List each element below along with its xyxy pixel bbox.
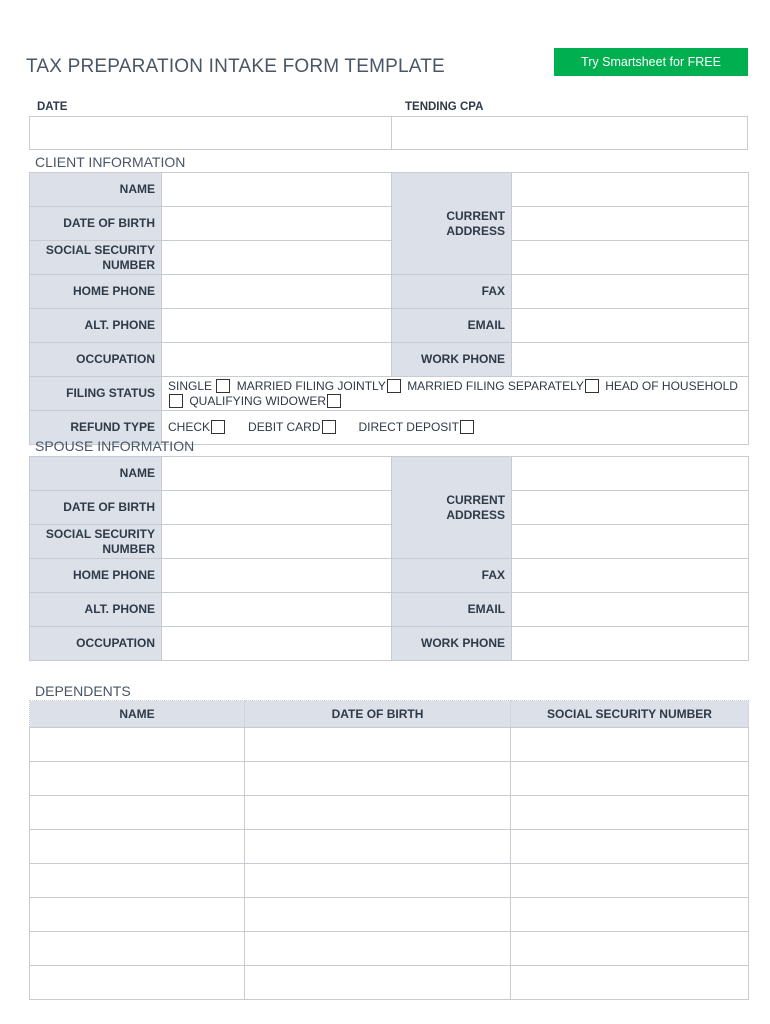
- dependent-ssn-field[interactable]: [511, 796, 749, 830]
- single-checkbox[interactable]: [216, 379, 230, 393]
- client-section-title: CLIENT INFORMATION: [35, 154, 186, 170]
- client-address-field-3[interactable]: [512, 241, 749, 275]
- client-fax-field[interactable]: [512, 275, 749, 309]
- spouse-work-phone-field[interactable]: [512, 627, 749, 661]
- client-info-table: [29, 172, 749, 445]
- filing-option-single: SINGLE: [168, 379, 233, 393]
- client-ssn-label: SOCIAL SECURITY NUMBER: [30, 241, 162, 275]
- check-checkbox[interactable]: [211, 420, 225, 434]
- qualifying-widower-checkbox[interactable]: [327, 394, 341, 408]
- table-row: [30, 728, 749, 762]
- refund-option-check: CHECK: [168, 420, 228, 434]
- spouse-email-field[interactable]: [512, 593, 749, 627]
- dependent-ssn-field[interactable]: [511, 932, 749, 966]
- client-address-field-1[interactable]: [512, 173, 749, 207]
- client-occupation-label: OCCUPATION: [30, 343, 162, 377]
- refund-option-direct-deposit: DIRECT DEPOSIT: [359, 420, 477, 434]
- client-home-phone-field[interactable]: [162, 275, 392, 309]
- filing-option-married-separately: MARRIED FILING SEPARATELY: [407, 379, 602, 393]
- dependents-dob-header: DATE OF BIRTH: [245, 701, 511, 728]
- filing-option-head-of-household: HEAD OF HOUSEHOLD: [168, 379, 738, 408]
- spouse-ssn-label: SOCIAL SECURITY NUMBER: [30, 525, 162, 559]
- filing-option-qualifying-widower: QUALIFYING WIDOWER: [189, 394, 344, 408]
- tending-cpa-label: TENDING CPA: [405, 101, 484, 113]
- spouse-home-phone-label: HOME PHONE: [30, 559, 162, 593]
- dependent-name-field[interactable]: [30, 796, 245, 830]
- client-alt-phone-field[interactable]: [162, 309, 392, 343]
- dependent-dob-field[interactable]: [245, 932, 511, 966]
- dependent-dob-field[interactable]: [245, 796, 511, 830]
- spouse-address-field-2[interactable]: [512, 491, 749, 525]
- refund-type-label: REFUND TYPE: [30, 411, 162, 445]
- filing-option-married-jointly: MARRIED FILING JOINTLY: [237, 379, 404, 393]
- refund-option-debit-card: DEBIT CARD: [248, 420, 338, 434]
- dependent-dob-field[interactable]: [245, 966, 511, 1000]
- client-dob-field[interactable]: [162, 207, 392, 241]
- table-row: [30, 864, 749, 898]
- dependents-name-header: NAME: [30, 701, 245, 728]
- filing-status-label: FILING STATUS: [30, 377, 162, 411]
- spouse-name-field[interactable]: [162, 457, 392, 491]
- client-home-phone-label: HOME PHONE: [30, 275, 162, 309]
- spouse-dob-label: DATE OF BIRTH: [30, 491, 162, 525]
- table-row: [30, 898, 749, 932]
- dependent-name-field[interactable]: [30, 966, 245, 1000]
- spouse-occupation-field[interactable]: [162, 627, 392, 661]
- direct-deposit-checkbox[interactable]: [460, 420, 474, 434]
- dependents-ssn-header: SOCIAL SECURITY NUMBER: [511, 701, 749, 728]
- spouse-section-title: SPOUSE INFORMATION: [35, 438, 195, 454]
- table-row: [30, 966, 749, 1000]
- date-field[interactable]: [29, 116, 392, 150]
- table-row: [30, 932, 749, 966]
- head-of-household-checkbox[interactable]: [169, 394, 183, 408]
- spouse-work-phone-label: WORK PHONE: [392, 627, 512, 661]
- client-name-label: NAME: [30, 173, 162, 207]
- spouse-home-phone-field[interactable]: [162, 559, 392, 593]
- client-occupation-field[interactable]: [162, 343, 392, 377]
- spouse-current-address-label: CURRENT ADDRESS: [392, 457, 512, 559]
- dependent-name-field[interactable]: [30, 932, 245, 966]
- spouse-dob-field[interactable]: [162, 491, 392, 525]
- dependent-dob-field[interactable]: [245, 864, 511, 898]
- dependent-name-field[interactable]: [30, 898, 245, 932]
- dependent-name-field[interactable]: [30, 864, 245, 898]
- dependent-ssn-field[interactable]: [511, 830, 749, 864]
- dependent-dob-field[interactable]: [245, 762, 511, 796]
- try-smartsheet-button[interactable]: Try Smartsheet for FREE: [554, 48, 748, 76]
- dependent-ssn-field[interactable]: [511, 966, 749, 1000]
- client-work-phone-label: WORK PHONE: [392, 343, 512, 377]
- filing-status-options: [162, 377, 749, 411]
- client-name-field[interactable]: [162, 173, 392, 207]
- client-email-field[interactable]: [512, 309, 749, 343]
- client-email-label: EMAIL: [392, 309, 512, 343]
- spouse-alt-phone-label: ALT. PHONE: [30, 593, 162, 627]
- spouse-info-table: [29, 456, 749, 661]
- dependent-dob-field[interactable]: [245, 728, 511, 762]
- client-alt-phone-label: ALT. PHONE: [30, 309, 162, 343]
- spouse-ssn-field[interactable]: [162, 525, 392, 559]
- dependent-ssn-field[interactable]: [511, 898, 749, 932]
- dependent-ssn-field[interactable]: [511, 864, 749, 898]
- spouse-email-label: EMAIL: [392, 593, 512, 627]
- spouse-fax-label: FAX: [392, 559, 512, 593]
- married-separately-checkbox[interactable]: [585, 379, 599, 393]
- client-address-field-2[interactable]: [512, 207, 749, 241]
- dependent-ssn-field[interactable]: [511, 728, 749, 762]
- dependents-table: [29, 700, 749, 1000]
- dependent-name-field[interactable]: [30, 728, 245, 762]
- spouse-address-field-3[interactable]: [512, 525, 749, 559]
- dependent-dob-field[interactable]: [245, 830, 511, 864]
- date-label: DATE: [37, 101, 68, 113]
- spouse-address-field-1[interactable]: [512, 457, 749, 491]
- spouse-fax-field[interactable]: [512, 559, 749, 593]
- spouse-name-label: NAME: [30, 457, 162, 491]
- dependent-ssn-field[interactable]: [511, 762, 749, 796]
- dependent-dob-field[interactable]: [245, 898, 511, 932]
- spouse-alt-phone-field[interactable]: [162, 593, 392, 627]
- spouse-occupation-label: OCCUPATION: [30, 627, 162, 661]
- dependent-name-field[interactable]: [30, 762, 245, 796]
- table-row: [30, 796, 749, 830]
- page-title: TAX PREPARATION INTAKE FORM TEMPLATE: [26, 56, 445, 77]
- table-row: [30, 762, 749, 796]
- dependents-section-title: DEPENDENTS: [35, 683, 131, 699]
- dependent-name-field[interactable]: [30, 830, 245, 864]
- table-row: [30, 830, 749, 864]
- client-fax-label: FAX: [392, 275, 512, 309]
- client-ssn-field[interactable]: [162, 241, 392, 275]
- client-work-phone-field[interactable]: [512, 343, 749, 377]
- client-current-address-label: CURRENT ADDRESS: [392, 173, 512, 275]
- tending-cpa-field[interactable]: [391, 116, 748, 150]
- refund-type-options: [162, 411, 749, 445]
- debit-card-checkbox[interactable]: [322, 420, 336, 434]
- client-dob-label: DATE OF BIRTH: [30, 207, 162, 241]
- married-jointly-checkbox[interactable]: [387, 379, 401, 393]
